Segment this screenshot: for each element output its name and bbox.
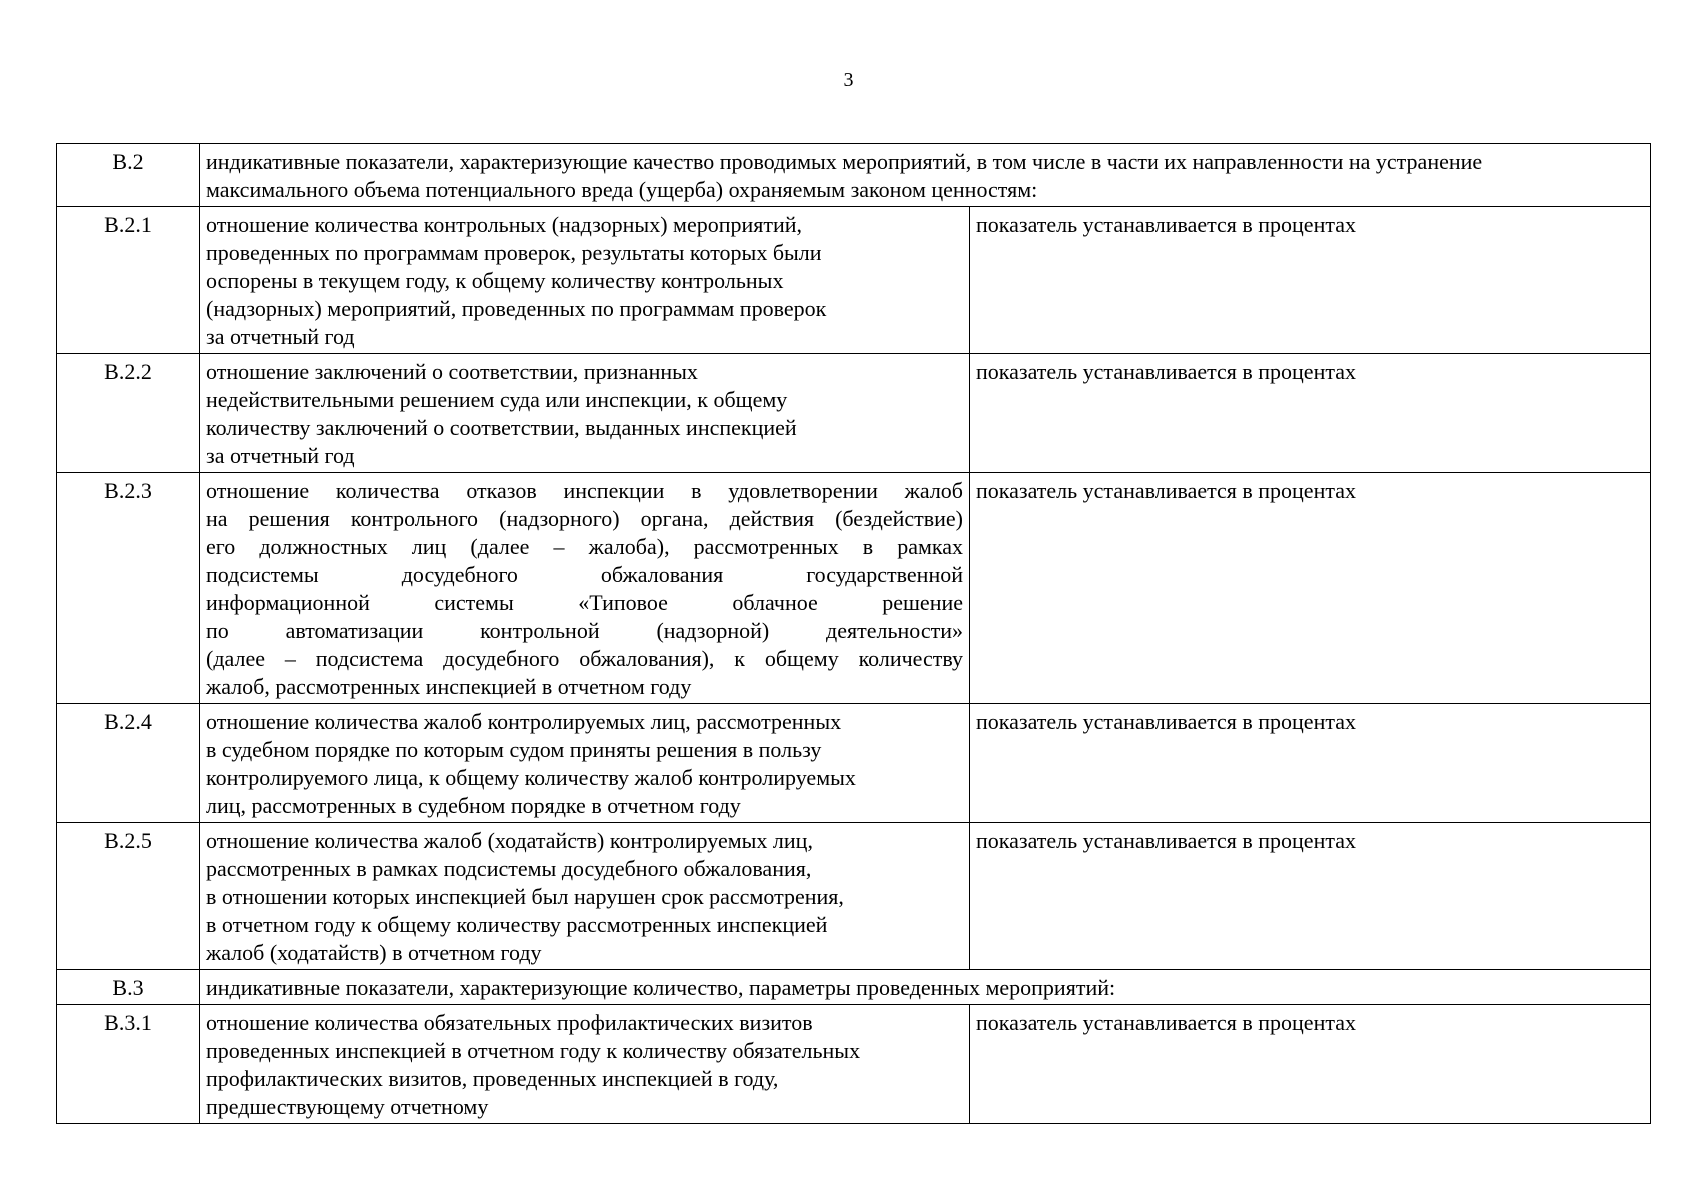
description-line: максимального объема потенциального вреда (ущерба) охраняемым законом ценностям:: [206, 177, 1038, 202]
description-line: (далее – подсистема досудебного обжалования), к общему количеству: [206, 646, 963, 671]
description-line: (надзорных) мероприятий, проведенных по программам проверок: [206, 296, 827, 321]
row-number: В.2.4: [57, 704, 200, 823]
measurement-unit: показатель устанавливается в процентах: [970, 1005, 1651, 1124]
description-line: предшествующему отчетному: [206, 1094, 489, 1119]
indicator-description: [200, 704, 970, 823]
table-row: [57, 823, 1651, 970]
description-line: за отчетный год: [206, 324, 355, 349]
description-line: подсистемы досудебного обжалования государственной: [206, 562, 963, 587]
description-line: в отношении которых инспекцией был нарушен срок рассмотрения,: [206, 884, 844, 909]
measurement-unit: показатель устанавливается в процентах: [970, 354, 1651, 473]
section-description: [200, 144, 1651, 207]
measurement-unit: показатель устанавливается в процентах: [970, 823, 1651, 970]
description-line: лиц, рассмотренных в судебном порядке в отчетном году: [206, 793, 741, 818]
table-row: [57, 1005, 1651, 1124]
description-line: количеству заключений о соответствии, выданных инспекцией: [206, 415, 797, 440]
row-number: В.2.5: [57, 823, 200, 970]
description-line: индикативные показатели, характеризующие качество проводимых мероприятий, в том числе в части их направленности на устранение: [206, 149, 1483, 174]
description-line: рассмотренных в рамках подсистемы досудебного обжалования,: [206, 856, 812, 881]
description-line: оспорены в текущем году, к общему количеству контрольных: [206, 268, 784, 293]
indicator-description: [200, 354, 970, 473]
description-line: по автоматизации контрольной (надзорной) деятельности»: [206, 618, 963, 643]
row-number: В.2.3: [57, 473, 200, 704]
description-line: профилактических визитов, проведенных инспекцией в году,: [206, 1066, 779, 1091]
description-line: отношение количества обязательных профилактических визитов: [206, 1010, 813, 1035]
description-line: за отчетный год: [206, 443, 355, 468]
indicator-description: [200, 823, 970, 970]
description-line: отношение заключений о соответствии, признанных: [206, 359, 698, 384]
section-row: [57, 144, 1651, 207]
measurement-unit: показатель устанавливается в процентах: [970, 207, 1651, 354]
row-number: В.2: [57, 144, 200, 207]
section-description: [200, 970, 1651, 1005]
indicators-table-body: [57, 144, 1651, 1124]
indicators-table: [56, 143, 1651, 1124]
table-row: [57, 704, 1651, 823]
description-line: индикативные показатели, характеризующие количество, параметры проведенных мероприятий:: [206, 975, 1116, 1000]
row-number: В.2.1: [57, 207, 200, 354]
table-row: [57, 473, 1651, 704]
description-line: жалоб (ходатайств) в отчетном году: [206, 940, 542, 965]
measurement-unit: показатель устанавливается в процентах: [970, 704, 1651, 823]
row-number: В.2.2: [57, 354, 200, 473]
row-number: В.3.1: [57, 1005, 200, 1124]
indicator-description: [200, 473, 970, 704]
description-line: отношение количества жалоб контролируемых лиц, рассмотренных: [206, 709, 842, 734]
table-row: [57, 207, 1651, 354]
description-line: проведенных по программам проверок, результаты которых были: [206, 240, 822, 265]
description-line: в отчетном году к общему количеству рассмотренных инспекцией: [206, 912, 828, 937]
table-row: [57, 354, 1651, 473]
indicator-description: [200, 1005, 970, 1124]
description-line: контролируемого лица, к общему количеству жалоб контролируемых: [206, 765, 856, 790]
indicator-description: [200, 207, 970, 354]
description-line: информационной системы «Типовое облачное решение: [206, 590, 963, 615]
section-row: [57, 970, 1651, 1005]
description-line: его должностных лиц (далее – жалоба), рассмотренных в рамках: [206, 534, 963, 559]
measurement-unit: показатель устанавливается в процентах: [970, 473, 1651, 704]
description-line: на решения контрольного (надзорного) органа, действия (бездействие): [206, 506, 963, 531]
description-line: недействительными решением суда или инспекции, к общему: [206, 387, 788, 412]
description-line: жалоб, рассмотренных инспекцией в отчетном году: [206, 674, 692, 699]
page-number: 3: [843, 69, 854, 91]
description-line: отношение количества отказов инспекции в удовлетворении жалоб: [206, 478, 963, 503]
description-line: в судебном порядке по которым судом приняты решения в пользу: [206, 737, 822, 762]
description-line: отношение количества контрольных (надзорных) мероприятий,: [206, 212, 803, 237]
description-line: отношение количества жалоб (ходатайств) контролируемых лиц,: [206, 828, 813, 853]
description-line: проведенных инспекцией в отчетном году к количеству обязательных: [206, 1038, 861, 1063]
row-number: В.3: [57, 970, 200, 1005]
